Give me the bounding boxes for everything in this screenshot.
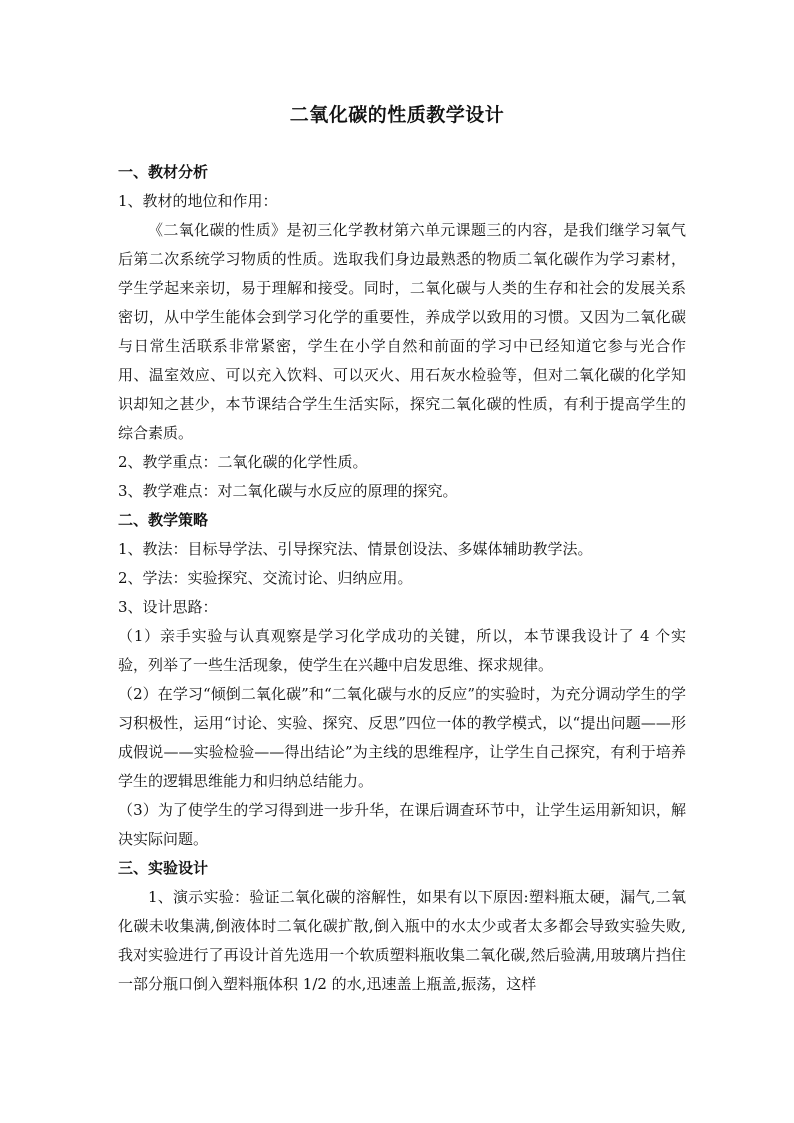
document-title: 二氧化碳的性质教学设计	[289, 104, 505, 126]
paragraph-teaching-methods: 1、教法：目标导学法、引导探究法、情景创设法、多媒体辅助教学法。	[118, 540, 593, 558]
paragraph-design-idea-2: （2）在学习“倾倒二氧化碳”和“二氧化碳与水的反应”的实验时，为充分调动学生的学习积极性，运用“讨论、实验、探究、反思”四位一体的教学模式，以“提出问题——形成假说——实验检验——得出结论”为主线的思维程序，让学生自己探究，有利于培养学生的逻辑思维能力和归纳总结能力。	[118, 685, 686, 790]
section-heading-teaching-strategy: 二、教学策略	[118, 511, 209, 529]
paragraph-demo-experiment: 1、演示实验：验证二氧化碳的溶解性，如果有以下原因:塑料瓶太硬，漏气,二氧化碳未收集满,倒液体时二氧化碳扩散,倒入瓶中的水太少或者太多都会导致实验失败,我对实验进行了再设计首先选用一个软质塑料瓶收集二氧化碳,然后验满,用玻璃片挡住一部分瓶口倒入塑料瓶体积 1/2 的水,迅速盖上瓶盖,振荡，这样	[118, 888, 686, 993]
paragraph-textbook-description: 《二氧化碳的性质》是初三化学教材第六单元课题三的内容，是我们继学习氧气后第二次系统学习物质的性质。选取我们身边最熟悉的物质二氧化碳作为学习素材，学生学起来亲切，易于理解和接受。同时，二氧化碳与人类的生存和社会的发展关系密切，从中学生能体会到学习化学的重要性，养成学以致用的习惯。又因为二氧化碳与日常生活联系非常紧密，学生在小学自然和前面的学习中已经知道它参与光合作用、温室效应、可以充入饮料、可以灭火、用石灰水检验等，但对二氧化碳的化学知识却知之甚少，本节课结合学生生活实际，探究二氧化碳的性质，有利于提高学生的综合素质。	[118, 221, 686, 442]
document-body	[118, 158, 686, 999]
paragraph-design-ideas: 3、设计思路：	[118, 598, 218, 616]
section-heading-experiment-design: 三、实验设计	[118, 859, 209, 877]
paragraph-design-idea-3: （3）为了使学生的学习得到进一步升华，在课后调查环节中，让学生运用新知识，解决实际问题。	[118, 801, 686, 848]
paragraph-status-and-role: 1、教材的地位和作用：	[118, 192, 278, 210]
section-heading-textbook-analysis: 一、教材分析	[118, 163, 209, 181]
paragraph-teaching-focus: 2、教学重点：二氧化碳的化学性质。	[118, 453, 368, 471]
paragraph-learning-methods: 2、学法：实验探究、交流讨论、归纳应用。	[118, 569, 413, 587]
paragraph-teaching-difficulty: 3、教学难点：对二氧化碳与水反应的原理的探究。	[118, 482, 458, 500]
paragraph-design-idea-1: （1）亲手实验与认真观察是学习化学成功的关键，所以，本节课我设计了 4 个实验，列举了一些生活现象，使学生在兴趣中启发思维、探求规律。	[118, 627, 686, 674]
